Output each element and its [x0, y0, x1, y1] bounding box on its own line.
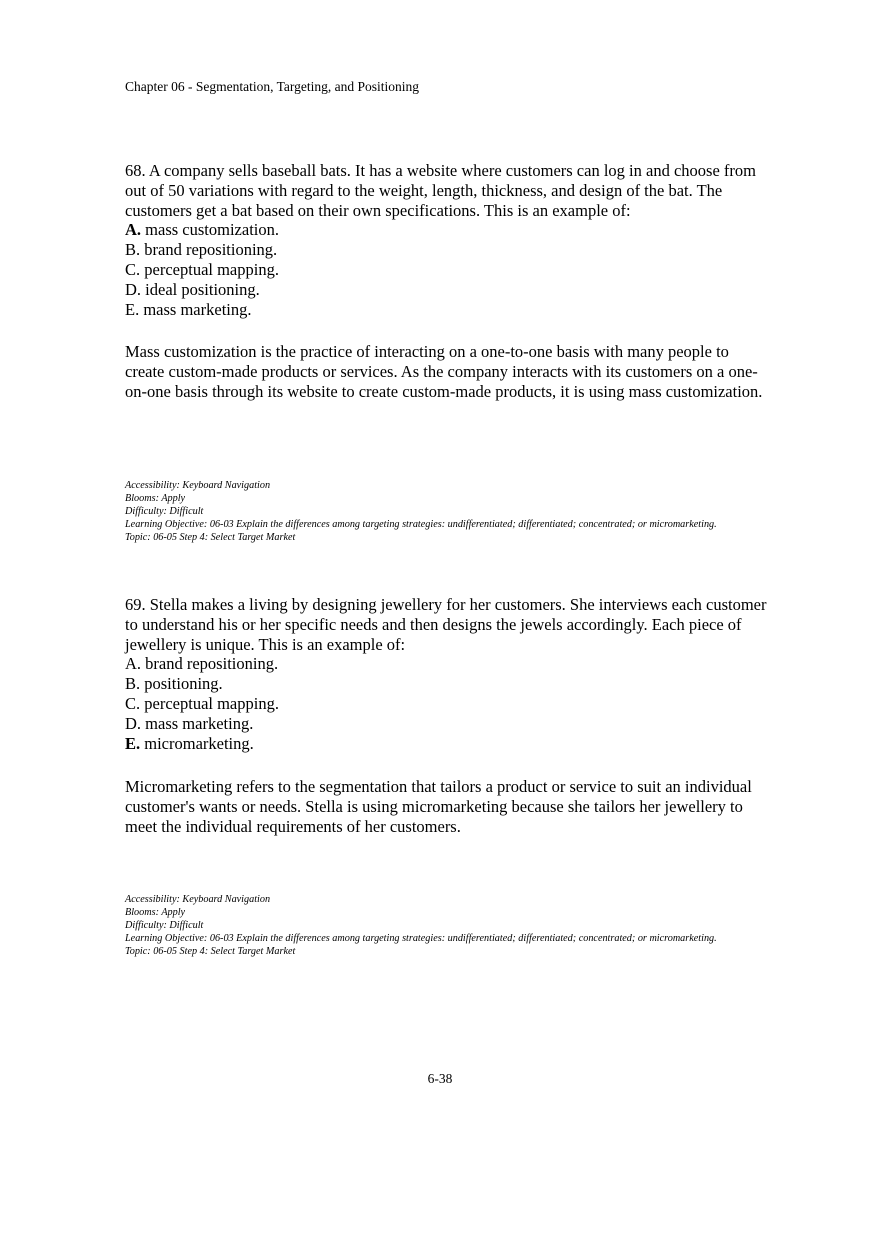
option-letter: E.	[125, 299, 140, 319]
option-letter: A.	[125, 220, 142, 240]
meta-blooms: Blooms: Apply	[125, 493, 186, 504]
option-text: mass marketing.	[139, 299, 252, 319]
answer-option-a	[125, 654, 775, 674]
question-stem: 68. A company sells baseball bats. It has a website where customers can log in and choose from out of 50 variations with regard to the weight, length, thickness, and design of the bat. The customers get a bat based on their own specifications. This is an example of:	[125, 161, 756, 220]
page-number: 6-38	[427, 1071, 453, 1086]
answer-option-e	[125, 734, 775, 754]
option-letter: A.	[125, 654, 142, 674]
answer-option-e	[125, 300, 775, 320]
answer-options	[125, 220, 775, 319]
answer-explanation: Mass customization is the practice of interacting on a one-to-one basis with many people to create custom-made products or services. As the company interacts with its customers on a one-on-one basis through its website to create custom-made products, it is using mass customization.	[125, 342, 763, 401]
option-letter: C.	[125, 259, 141, 279]
option-text: positioning.	[140, 674, 223, 694]
answer-option-c	[125, 694, 775, 714]
answer-option-b	[125, 674, 775, 694]
option-text: micromarketing.	[140, 733, 254, 753]
question-metadata	[125, 893, 735, 958]
answer-option-d	[125, 714, 775, 734]
option-letter: B.	[125, 674, 141, 694]
question-stem: 69. Stella makes a living by designing jewellery for her customers. She interviews each customer to understand his or her specific needs and then designs the jewels accordingly. Each piece of jewellery is unique. This is an example of:	[125, 595, 767, 654]
option-letter: D.	[125, 713, 142, 733]
meta-learning-objective: Learning Objective: 06-03 Explain the differences among targeting strategies: undifferentiated; differentiated; concentrated; or micromarketing.	[125, 519, 717, 530]
option-text: ideal positioning.	[141, 279, 260, 299]
question-68	[125, 161, 775, 319]
meta-blooms: Blooms: Apply	[125, 907, 186, 918]
option-letter: D.	[125, 279, 142, 299]
option-text: perceptual mapping.	[140, 259, 279, 279]
option-text: brand repositioning.	[140, 240, 278, 260]
meta-difficulty: Difficulty: Difficult	[125, 920, 204, 931]
meta-topic: Topic: 06-05 Step 4: Select Target Market	[125, 532, 296, 543]
meta-learning-objective: Learning Objective: 06-03 Explain the differences among targeting strategies: undifferentiated; differentiated; concentrated; or micromarketing.	[125, 933, 717, 944]
answer-option-c	[125, 260, 775, 280]
option-text: mass customization.	[141, 220, 279, 240]
meta-topic: Topic: 06-05 Step 4: Select Target Market	[125, 946, 296, 957]
option-text: brand repositioning.	[141, 654, 279, 674]
option-text: mass marketing.	[141, 713, 254, 733]
answer-explanation: Micromarketing refers to the segmentation that tailors a product or service to suit an individual customer's wants or needs. Stella is using micromarketing because she tailors her jewellery to meet the individual requirements of her customers.	[125, 777, 752, 836]
answer-option-d	[125, 280, 775, 300]
meta-accessibility: Accessibility: Keyboard Navigation	[125, 480, 271, 491]
option-letter: C.	[125, 693, 141, 713]
meta-difficulty: Difficulty: Difficult	[125, 506, 204, 517]
question-69	[125, 595, 775, 753]
answer-options	[125, 654, 775, 753]
chapter-header: Chapter 06 - Segmentation, Targeting, and Positioning	[125, 79, 420, 94]
question-metadata	[125, 479, 735, 544]
answer-option-a	[125, 220, 775, 240]
answer-option-b	[125, 240, 775, 260]
option-letter: E.	[125, 733, 141, 753]
option-letter: B.	[125, 240, 141, 260]
option-text: perceptual mapping.	[140, 693, 279, 713]
meta-accessibility: Accessibility: Keyboard Navigation	[125, 894, 271, 905]
